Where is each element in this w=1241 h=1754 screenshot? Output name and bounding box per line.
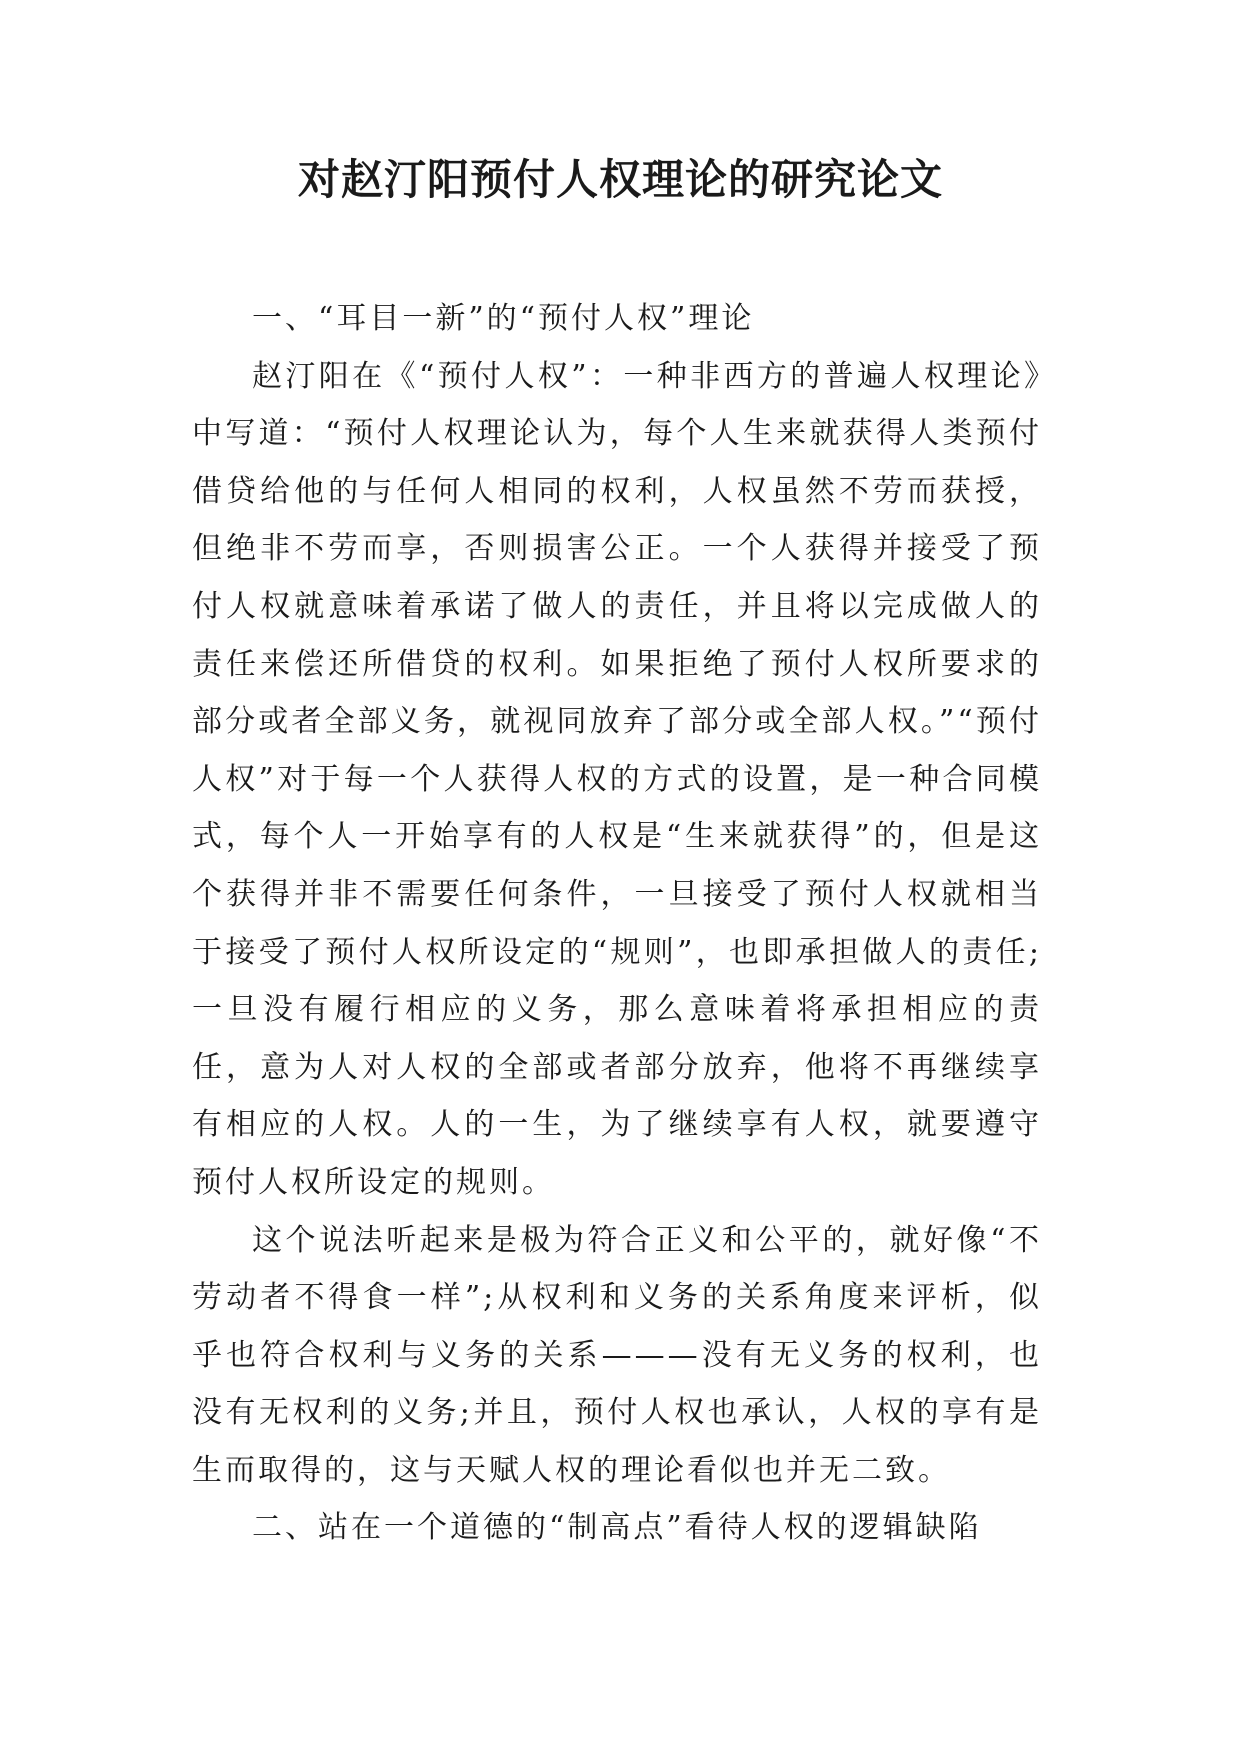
body-paragraph-1: 赵汀阳在《“预付人权”：一种非西方的普遍人权理论》中写道：“预付人权理论认为，每个人生来就获得人类预付借贷给他的与任何人相同的权利，人权虽然不劳而获授，但绝非不劳而享，否则损害公正。一个人获得并接受了预付人权就意味着承诺了做人的责任，并且将以完成做人的责任来偿还所借贷的权利。如果拒绝了预付人权所要求的部分或者全部义务，就视同放弃了部分或全部人权。”“预付人权”对于每一个人获得人权的方式的设置，是一种合同模式，每个人一开始享有的人权是“生来就获得”的，但是这个获得并非不需要任何条件，一旦接受了预付人权就相当于接受了预付人权所设定的“规则”，也即承担做人的责任;一旦没有履行相应的义务，那么意味着将承担相应的责任，意为人对人权的全部或者部分放弃，他将不再继续享有相应的人权。人的一生，为了继续享有人权，就要遵守预付人权所设定的规则。	[192, 358, 1042, 1200]
document-title: 对赵汀阳预付人权理论的研究论文	[297, 155, 943, 204]
document-body	[192, 290, 1042, 1557]
section-heading-2: 二、站在一个道德的“制高点”看待人权的逻辑缺陷	[252, 1510, 982, 1546]
section-heading-1: 一、“耳目一新”的“预付人权”理论	[252, 301, 755, 336]
body-paragraph-2: 这个说法听起来是极为符合正义和公平的，就好像“不劳动者不得食一样”;从权利和义务的关系角度来评析，似乎也符合权利与义务的关系———没有无义务的权利，也没有无权利的义务;并且，预付人权也承认，人权的享有是生而取得的，这与天赋人权的理论看似也并无二致。	[192, 1222, 1042, 1488]
